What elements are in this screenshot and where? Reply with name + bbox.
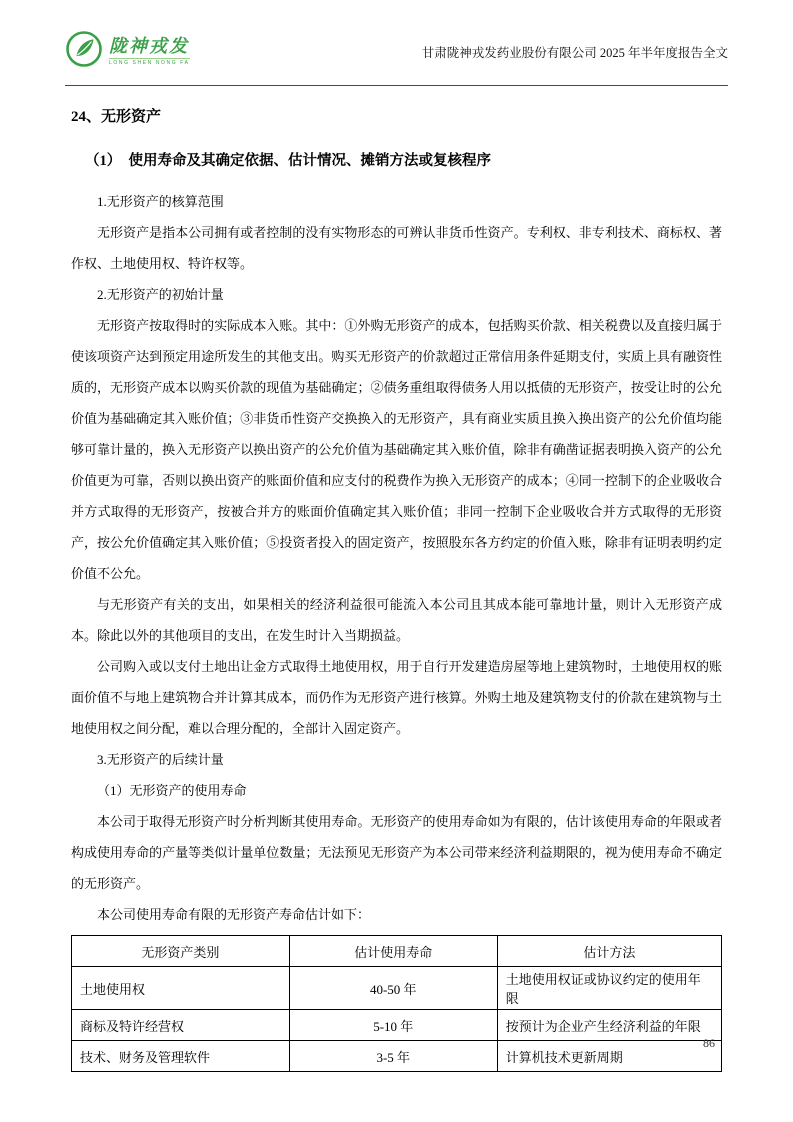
paragraph: 3.无形资产的后续计量 <box>97 752 224 767</box>
paragraph-block <box>71 186 722 930</box>
table-header-estimate-method: 估计方法 <box>497 936 721 967</box>
paragraph: 公司购入或以支付土地出让金方式取得土地使用权，用于自行开发建造房屋等地上建筑物时，土地使用权的账面价值不与地上建筑物合并计算其成本，而仍作为无形资产进行核算。外购土地及建筑物支付的价款在建筑物与土地使用权之间分配，难以合理分配的，全部计入固定资产。 <box>71 659 722 736</box>
paragraph: 无形资产是指本公司拥有或者控制的没有实物形态的可辨认非货币性资产。专利权、非专利技术、商标权、著作权、土地使用权、特许权等。 <box>71 225 722 271</box>
table-header-useful-life: 估计使用寿命 <box>289 936 497 967</box>
paragraph: （1）无形资产的使用寿命 <box>97 783 247 798</box>
table-cell-method: 计算机技术更新周期 <box>497 1041 721 1072</box>
page-number: 86 <box>703 1036 715 1050</box>
table-cell-method: 土地使用权证或协议约定的使用年限 <box>497 967 721 1010</box>
table-cell-asset-type: 技术、财务及管理软件 <box>72 1041 290 1072</box>
table-header-asset-type: 无形资产类别 <box>72 936 290 967</box>
table-cell-useful-life: 5-10 年 <box>289 1010 497 1041</box>
paragraph: 无形资产按取得时的实际成本入账。其中：①外购无形资产的成本，包括购买价款、相关税费以及直接归属于使该项资产达到预定用途所发生的其他支出。购买无形资产的价款超过正常信用条件延期支付，实质上具有融资性质的，无形资产成本以购买价款的现值为基础确定；②债务重组取得债务人用以抵债的无形资产，按受让时的公允价值为基础确定其入账价值；③非货币性资产交换换入的无形资产，具有商业实质且换入换出资产的公允价值均能够可靠计量的，换入无形资产以换出资产的公允价值为基础确定其入账价值，除非有确凿证据表明换入资产的公允价值更为可靠，否则以换出资产的账面价值和应支付的税费作为换入无形资产的成本；④同一控制下的企业吸收合并方式取得的无形资产，按被合并方的账面价值确定其入账价值；非同一控制下企业吸收合并方式取得的无形资产，按公允价值确定其入账价值；⑤投资者投入的固定资产，按照股东各方约定的价值入账，除非有证明表明约定价值不公允。 <box>71 318 722 581</box>
table-cell-useful-life: 3-5 年 <box>289 1041 497 1072</box>
paragraph: 2.无形资产的初始计量 <box>97 287 224 302</box>
logo-text <box>109 37 190 66</box>
section-title: 24、无形资产 <box>71 109 162 125</box>
paragraph: 1.无形资产的核算范围 <box>97 194 224 209</box>
logo-brand-en: LONG SHEN NONG FA <box>109 60 190 66</box>
table-cell-method: 按预计为企业产生经济利益的年限 <box>497 1010 721 1041</box>
table-row <box>72 1010 722 1041</box>
document-body <box>71 86 722 1072</box>
logo-brand-cn: 陇神戎发 <box>109 36 189 56</box>
subsection-title: （1） 使用寿命及其确定依据、估计情况、摊销方法或复核程序 <box>85 153 491 169</box>
doc-title: 甘肃陇神戎发药业股份有限公司 2025 年半年度报告全文 <box>421 45 728 60</box>
assets-useful-life-table <box>71 935 722 1072</box>
paragraph: 与无形资产有关的支出，如果相关的经济利益很可能流入本公司且其成本能可靠地计量，则计入无形资产成本。除此以外的其他项目的支出，在发生时计入当期损益。 <box>71 597 722 643</box>
table-header-row <box>72 936 722 967</box>
page-header <box>65 0 728 86</box>
company-logo <box>65 30 190 73</box>
table-row <box>72 967 722 1010</box>
paragraph: 本公司使用寿命有限的无形资产寿命估计如下： <box>97 907 371 922</box>
table-cell-asset-type: 商标及特许经营权 <box>72 1010 290 1041</box>
logo-leaf-icon <box>65 30 103 73</box>
paragraph: 本公司于取得无形资产时分析判断其使用寿命。无形资产的使用寿命如为有限的，估计该使用寿命的年限或者构成使用寿命的产量等类似计量单位数量；无法预见无形资产为本公司带来经济利益期限的，视为使用寿命不确定的无形资产。 <box>71 814 722 891</box>
table-cell-useful-life: 40-50 年 <box>289 967 497 1010</box>
table-row <box>72 1041 722 1072</box>
table-cell-asset-type: 土地使用权 <box>72 967 290 1010</box>
